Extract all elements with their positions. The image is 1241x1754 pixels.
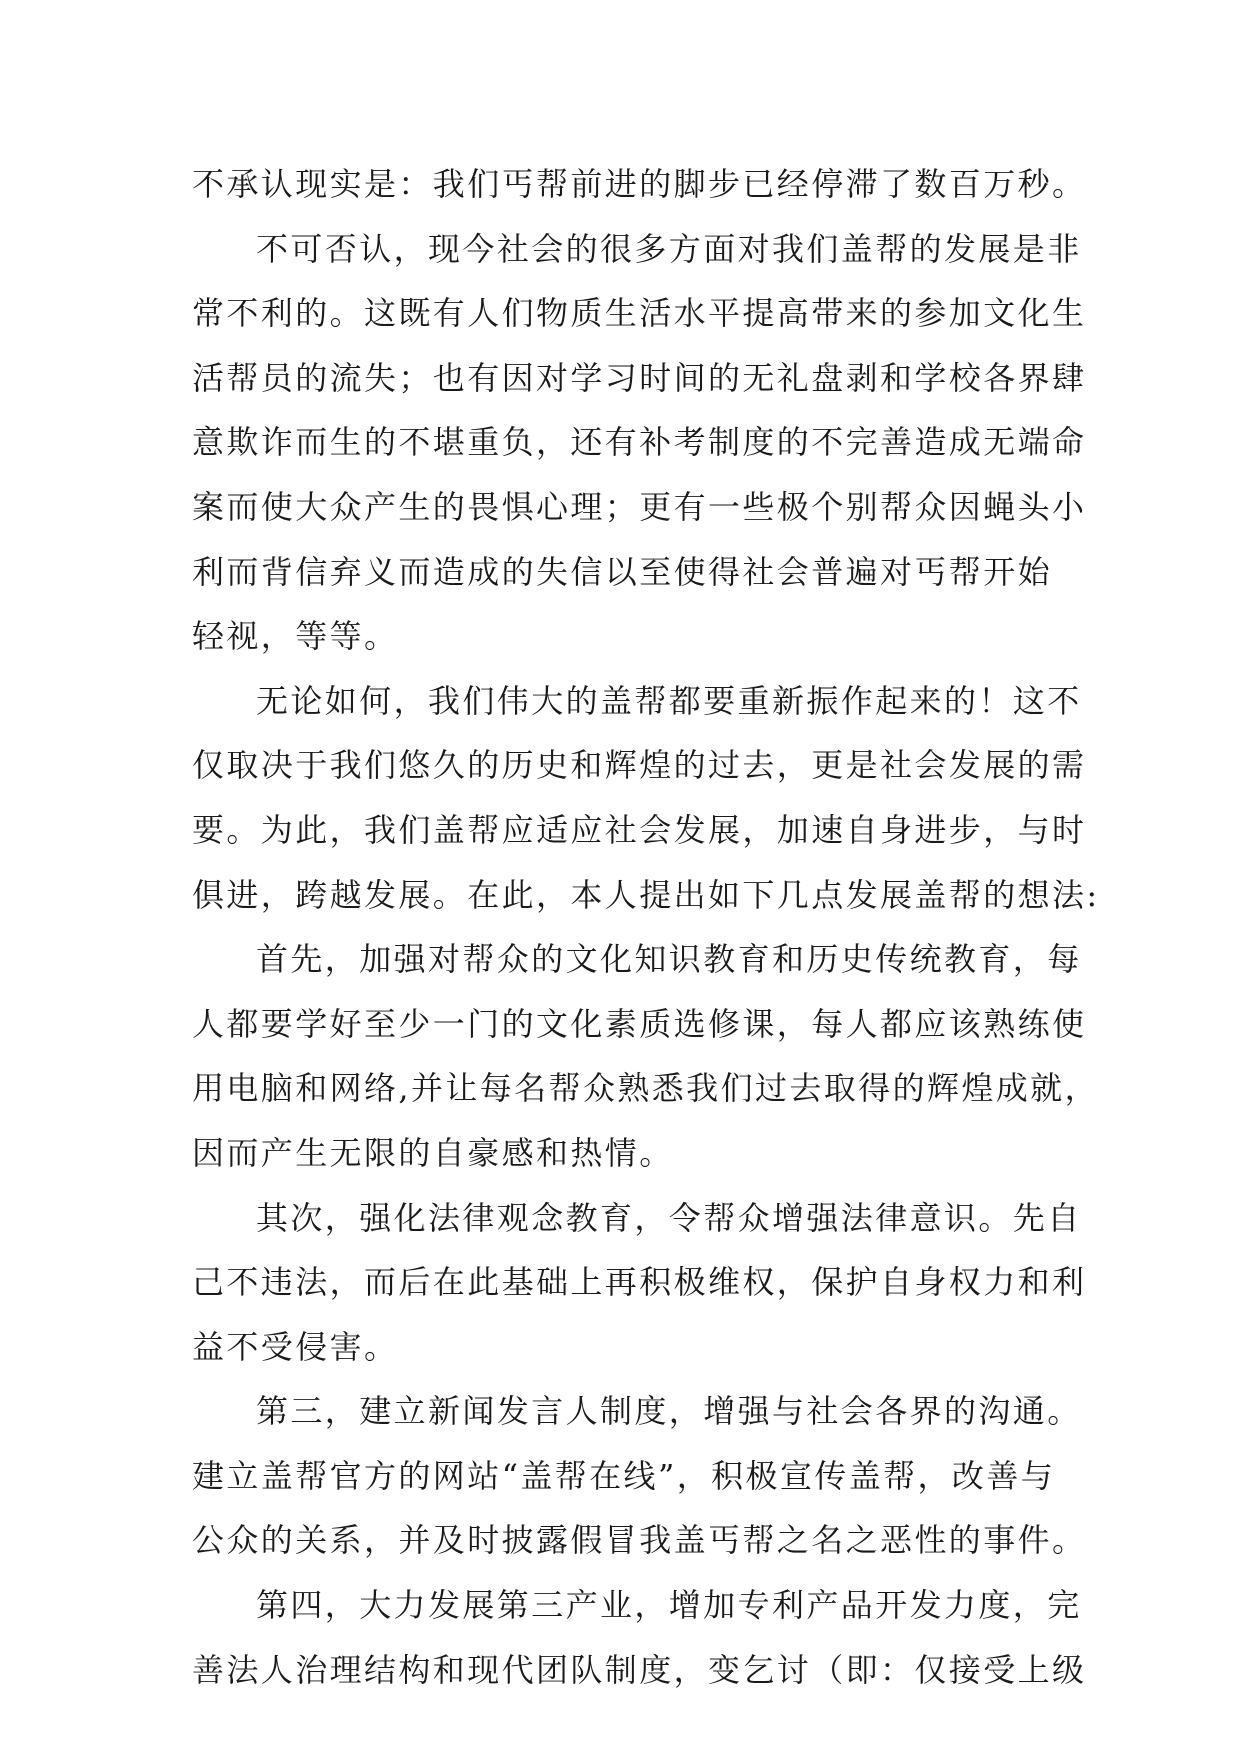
- paragraph-first-line: 第三，建立新闻发言人制度，增强与社会各界的沟通。: [256, 1392, 1082, 1431]
- text-line: 益不受侵害。: [192, 1327, 399, 1366]
- text-line: 仅取决于我们悠久的历史和辉煌的过去，更是社会发展的需: [192, 746, 1087, 785]
- text-line: 意欺诈而生的不堪重负，还有补考制度的不完善造成无端命: [192, 423, 1087, 462]
- text-line: 善法人治理结构和现代团队制度，变乞讨（即：仅接受上级: [192, 1650, 1087, 1689]
- text-line: 用电脑和网络,并让每名帮众熟悉我们过去取得的辉煌成就，: [192, 1069, 1099, 1108]
- text-line: 建立盖帮官方的网站“盖帮在线”，积极宣传盖帮，改善与: [192, 1456, 1056, 1495]
- paragraph-first-line: 不可否认，现今社会的很多方面对我们盖帮的发展是非: [256, 229, 1082, 268]
- text-line: 因而产生无限的自豪感和热情。: [192, 1133, 674, 1172]
- text-line: 常不利的。这既有人们物质生活水平提高带来的参加文化生: [192, 294, 1087, 333]
- text-line: 不承认现实是：我们丐帮前进的脚步已经停滞了数百万秒。: [192, 165, 1087, 203]
- text-line: 公众的关系，并及时披露假冒我盖丐帮之名之恶性的事件。: [192, 1521, 1087, 1560]
- paragraph-first-line: 第四，大力发展第三产业，增加专利产品开发力度，完: [256, 1586, 1082, 1625]
- text-line: 案而使大众产生的畏惧心理；更有一些极个别帮众因蝇头小: [192, 487, 1087, 526]
- text-line: 俱进，跨越发展。在此，本人提出如下几点发展盖帮的想法:: [192, 875, 1100, 914]
- text-line: 轻视，等等。: [192, 617, 399, 656]
- text-line: 要。为此，我们盖帮应适应社会发展，加速自身进步，与时: [192, 810, 1087, 849]
- paragraph-first-line: 其次，强化法律观念教育，令帮众增强法律意识。先自: [256, 1198, 1082, 1237]
- paragraph-first-line: 首先，加强对帮众的文化知识教育和历史传统教育，每: [256, 940, 1082, 979]
- text-line: 人都要学好至少一门的文化素质选修课，每人都应该熟练使: [192, 1004, 1087, 1043]
- text-line: 活帮员的流失；也有因对学习时间的无礼盘剥和学校各界肆: [192, 358, 1087, 397]
- text-line: 己不违法，而后在此基础上再积极维权，保护自身权力和利: [192, 1263, 1087, 1302]
- body-text: [192, 152, 1100, 1702]
- text-line: 利而背信弃义而造成的失信以至使得社会普遍对丐帮开始: [192, 552, 1053, 591]
- paragraph-first-line: 无论如何，我们伟大的盖帮都要重新振作起来的！这不: [256, 681, 1082, 720]
